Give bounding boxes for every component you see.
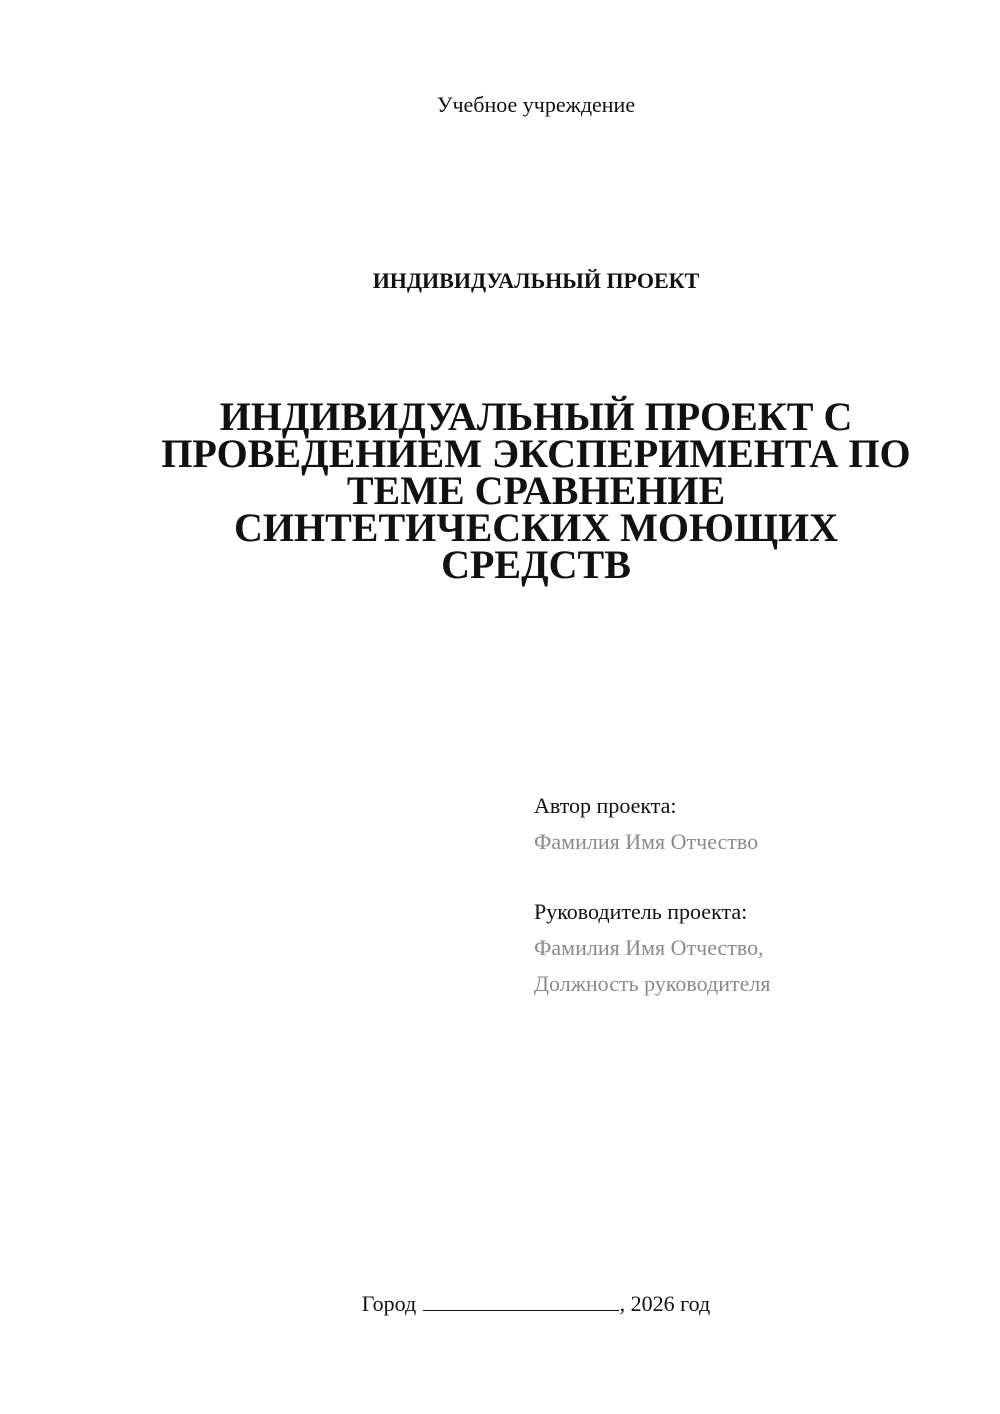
document-type-heading: ИНДИВИДУАЛЬНЫЙ ПРОЕКТ <box>372 268 700 293</box>
credits-block <box>534 788 954 1002</box>
year-text: , 2026 год <box>619 1291 711 1316</box>
credits-spacer <box>534 860 954 894</box>
project-title: ИНДИВИДУАЛЬНЫЙ ПРОЕКТ С ПРОВЕДЕНИЕМ ЭКСПЕРИМЕНТА ПО ТЕМЕ СРАВНЕНИЕ СИНТЕТИЧЕСКИХ МОЮЩИХ СРЕДСТВ <box>161 394 911 587</box>
institution-name: Учебное учреждение <box>436 92 636 117</box>
supervisor-position-placeholder: Должность руководителя <box>534 971 771 996</box>
supervisor-name-placeholder: Фамилия Имя Отчество, <box>534 935 764 960</box>
city-label: Город <box>361 1291 417 1316</box>
city-blank-line <box>423 1290 619 1311</box>
city-year-line <box>0 1290 1000 1318</box>
supervisor-label: Руководитель проекта: <box>534 899 748 924</box>
author-label: Автор проекта: <box>534 793 677 818</box>
author-name-placeholder: Фамилия Имя Отчество <box>534 829 759 854</box>
